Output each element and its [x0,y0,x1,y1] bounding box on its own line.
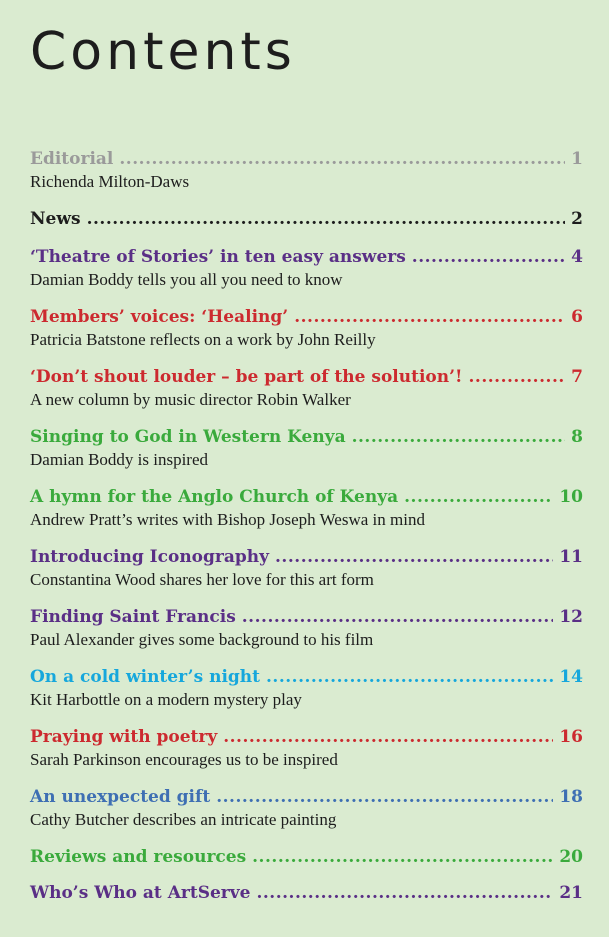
toc-entry-page-number: 1 [571,149,583,169]
toc-entry-subtitle: Patricia Batstone reflects on a work by John Reilly [30,330,376,349]
toc-entry-subtitle: Constantina Wood shares her love for this art form [30,570,374,589]
toc-entry[interactable] [30,786,583,831]
toc-entry-subtitle: Damian Boddy tells you all you need to know [30,270,343,289]
toc-entry-page-number: 20 [559,847,583,867]
toc-entry-heading: ‘Don’t shout louder – be part of the solution’! [30,367,463,387]
toc-entry-page-number: 14 [559,667,583,687]
toc-entry[interactable] [30,148,583,193]
dot-leader [412,246,565,268]
toc-entry[interactable] [30,208,583,230]
toc-entry-row [30,546,583,568]
toc-entry-page-number: 2 [571,209,583,229]
toc-entry-heading: Reviews and resources [30,847,247,867]
dot-leader [216,786,553,808]
dot-leader [404,486,553,508]
dot-leader [252,846,553,868]
toc-entry[interactable] [30,486,583,531]
toc-entry-heading: Members’ voices: ‘Healing’ [30,307,289,327]
toc-entry-row [30,306,583,328]
dot-leader [469,366,566,388]
toc-entry[interactable] [30,426,583,471]
toc-entry-page-number: 7 [571,367,583,387]
toc-entry-subtitle: Richenda Milton-Daws [30,172,190,191]
toc-entry[interactable] [30,306,583,351]
toc-entry-heading: On a cold winter’s night [30,667,260,687]
toc-entry-subtitle: Damian Boddy is inspired [30,450,209,469]
dot-leader [266,666,553,688]
dot-leader [352,426,566,448]
toc-entry-page-number: 10 [559,487,583,507]
toc-entry[interactable] [30,366,583,411]
toc-entry-subtitle: Cathy Butcher describes an intricate painting [30,810,337,829]
toc-entry-heading: Editorial [30,149,114,169]
toc-entry-page-number: 21 [559,883,583,903]
toc-entry-page-number: 11 [559,547,583,567]
toc-entry-row [30,486,583,508]
toc-entry-heading: Singing to God in Western Kenya [30,427,346,447]
page-title: Contents [30,22,296,82]
toc-entry[interactable] [30,666,583,711]
toc-entry-row [30,606,583,628]
toc-entry-page-number: 16 [559,727,583,747]
toc-entry-subtitle: A new column by music director Robin Walker [30,390,351,409]
toc-entry-page-number: 18 [559,787,583,807]
toc-entry-page-number: 12 [559,607,583,627]
toc-entry-heading: An unexpected gift [30,787,211,807]
toc-entry-row [30,786,583,808]
toc-entry-row [30,666,583,688]
dot-leader [119,148,565,170]
toc-entry[interactable] [30,246,583,291]
toc-entry-heading: A hymn for the Anglo Church of Kenya [30,487,399,507]
dot-leader [242,606,554,628]
toc-entry-page-number: 8 [571,427,583,447]
toc-entry-subtitle: Paul Alexander gives some background to his film [30,630,374,649]
toc-entry-heading: Introducing Iconography [30,547,270,567]
toc-entry-row [30,726,583,748]
dot-leader [223,726,553,748]
toc-entry-heading: ‘Theatre of Stories’ in ten easy answers [30,247,406,267]
dot-leader [256,882,553,904]
toc-entry-heading: Finding Saint Francis [30,607,236,627]
toc-entry-subtitle: Sarah Parkinson encourages us to be inspired [30,750,338,769]
toc-entry-page-number: 4 [571,247,583,267]
toc-entry-row [30,882,583,904]
dot-leader [294,306,565,328]
toc-entry[interactable] [30,726,583,771]
toc-entry[interactable] [30,606,583,651]
toc-entry-subtitle: Kit Harbottle on a modern mystery play [30,690,302,709]
toc-entry-row [30,208,583,230]
toc-entry-heading: Praying with poetry [30,727,218,747]
toc-entry-heading: News [30,209,81,229]
toc-entry-subtitle: Andrew Pratt’s writes with Bishop Joseph Weswa in mind [30,510,425,529]
toc-entry-page-number: 6 [571,307,583,327]
toc-entry-row [30,426,583,448]
toc-entry-row [30,366,583,388]
toc-entry-row [30,148,583,170]
dot-leader [275,546,553,568]
toc-entry-row [30,246,583,268]
toc-entry-row [30,846,583,868]
toc-entry-heading: Who’s Who at ArtServe [30,883,251,903]
toc-entry[interactable] [30,846,583,868]
toc-entry[interactable] [30,882,583,904]
toc-entry[interactable] [30,546,583,591]
dot-leader [87,208,566,230]
